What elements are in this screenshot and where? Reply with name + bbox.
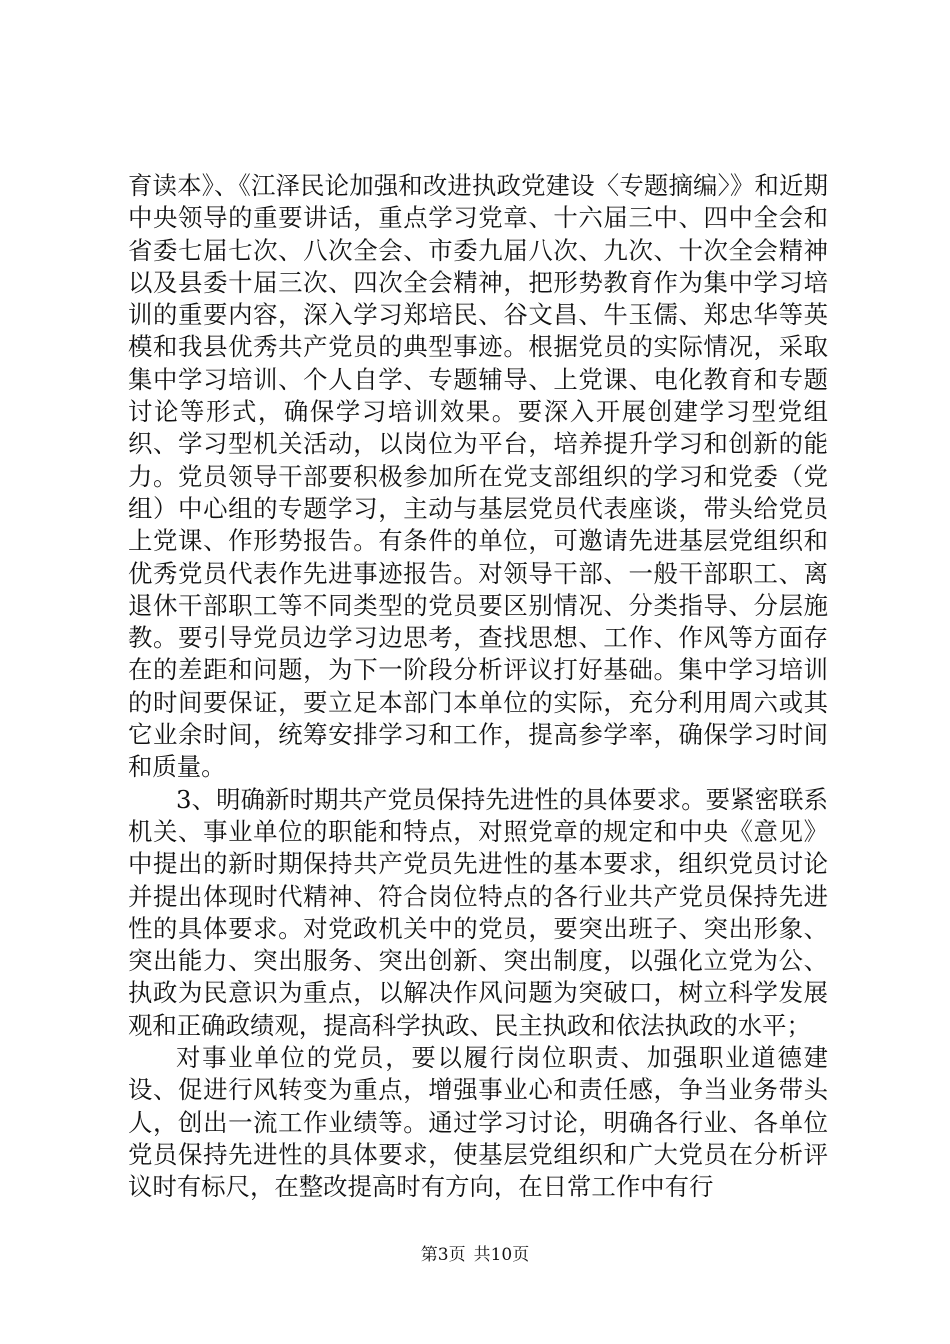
document-body	[128, 170, 828, 1204]
paragraph-requirements: 3、明确新时期共产党员保持先进性的具体要求。要紧密联系机关、事业单位的职能和特点，对照党章的规定和中央《意见》中提出的新时期保持共产党员先进性的基本要求，组织党员讨论并提出体现时代精神、符合岗位特点的各行业共产党员保持先进性的具体要求。对党政机关中的党员，要突出班子、突出形象、突出能力、突出服务、突出创新、突出制度，以强化立党为公、执政为民意识为重点，以解决作风问题为突破口，树立科学发展观和正确政绩观，提高科学执政、民主执政和依法执政的水平；	[128, 784, 828, 1040]
paragraph-study-training: 育读本》、《江泽民论加强和改进执政党建设〈专题摘编〉》和近期中央领导的重要讲话，重点学习党章、十六届三中、四中全会和省委七届七次、八次全会、市委九届八次、九次、十次全会精神以及县委十届三次、四次全会精神，把形势教育作为集中学习培训的重要内容，深入学习郑培民、谷文昌、牛玉儒、郑忠华等英模和我县优秀共产党员的典型事迹。根据党员的实际情况，采取集中学习培训、个人自学、专题辅导、上党课、电化教育和专题讨论等形式，确保学习培训效果。要深入开展创建学习型党组织、学习型机关活动，以岗位为平台，培养提升学习和创新的能力。党员领导干部要积极参加所在党支部组织的学习和党委（党组）中心组的专题学习，主动与基层党员代表座谈，带头给党员上党课、作形势报告。有条件的单位，可邀请先进基层党组织和优秀党员代表作先进事迹报告。对领导干部、一般干部职工、离退休干部职工等不同类型的党员要区别情况、分类指导、分层施教。要引导党员边学习边思考，查找思想、工作、作风等方面存在的差距和问题，为下一阶段分析评议打好基础。集中学习培训的时间要保证，要立足本部门本单位的实际，充分利用周六或其它业余时间，统筹安排学习和工作，提高参学率，确保学习时间和质量。	[128, 171, 828, 782]
page-total: 共10页	[473, 1245, 530, 1265]
page-footer	[0, 1244, 950, 1266]
paragraph-institution-members: 对事业单位的党员，要以履行岗位职责、加强职业道德建设、促进行风转变为重点，增强事业心和责任感，争当业务带头人，创出一流工作业绩等。通过学习讨论，明确各行业、各单位党员保持先进性的具体要求，使基层党组织和广大党员在分析评议时有标尺，在整改提高时有方向，在日常工作中有行	[128, 1043, 828, 1202]
page-number: 第3页	[420, 1245, 466, 1265]
